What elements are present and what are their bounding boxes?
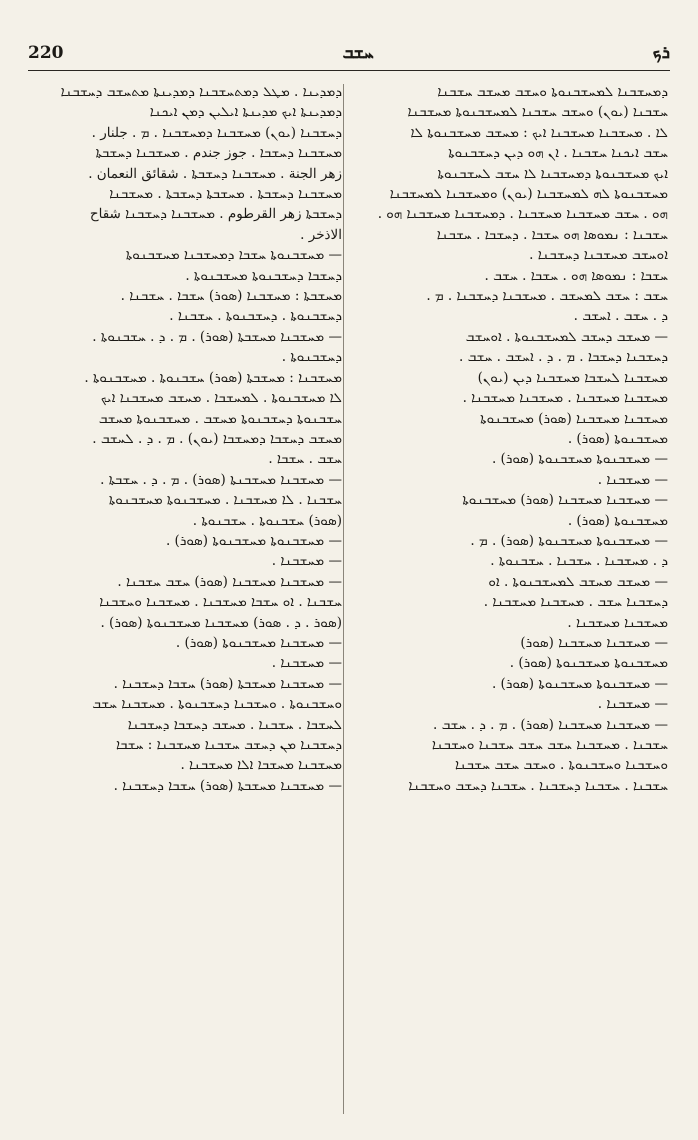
text-line: ܚܫܒܢܘܬܐ ܕܚܫܒܢܘܬܐ ܡܚܫܒ . ܡܚܫܒܢܘܬܐ ܡܚܫܒ bbox=[98, 410, 342, 427]
text-line: ܕܚܫܒܐ ܕܚܫܒܢܘܬܐ ܡܚܫܒܢܘܬܐ . bbox=[185, 267, 342, 284]
text-line: ܡܚܫܒܬܐ : ܡܚܫܒܢܐ (ܣܘܪ) ܚܫܒܐ . ܚܫܒܢܐ . bbox=[120, 288, 342, 305]
text-line: ܡܚܫܒܢܐ ܡܚܫܒܢܐ . ܡܚܫܒܢܐ ܡܚܫܒܢܐ . bbox=[462, 390, 668, 407]
text-line: ܕܚܫܒܬܐ زهر القرطوم . ܡܚܫܒܢܐ ܕܚܫܒܢܐ شقاح bbox=[89, 206, 342, 223]
text-line: — ܡܚܫܒܢܐ ܡܚܫܒܬܐ (ܣܘܪ) ܚܫܒܐ ܕܚܫܒܢܐ . bbox=[113, 777, 342, 794]
text-line: ܚܫܒܢܐ . ܐܘ ܚܫܒܐ ܡܚܫܒܢܐ . ܡܚܫܒܢܐ ܘܚܫܒܢܐ bbox=[99, 594, 342, 611]
text-line: — ܡܚܫܒܢܐ ܡܚܫܒܢܐ (ܣܘܪ) ܚܫܒ ܚܫܒܢܐ . bbox=[117, 573, 342, 590]
text-line: (ܣܘܪ . ܕ . ܣܘܪ) ܡܚܫܒܢܐ ܡܚܫܒܢܘܬܐ (ܣܘܪ) . bbox=[100, 614, 342, 631]
text-line: — ܡܚܫܒܢܐ ܡܚܫܒܬܐ (ܣܘܪ) ܚܫܒܐ ܕܚܫܒܢܐ . bbox=[113, 675, 342, 692]
text-line: — ܡܚܫܒܢܐ ܡܚܫܒܢܐ (ܣܘܪ) . ܡ . ܕ . ܚܫܒ . bbox=[432, 716, 668, 733]
page-number-left: 220 bbox=[28, 43, 64, 63]
text-line: زهر الجنة . ܡܚܫܒܢܐ ܕܚܫܒܬܐ . شقائق النعمان . bbox=[88, 165, 342, 182]
text-line: (ܣܘܪ) ܚܫܒܢܘܬܐ . ܚܫܒܢܘܬܐ . bbox=[192, 512, 342, 529]
text-line: ܐܘܚܫܒ ܡܚܫܒܢܐ ܕܚܫܒܢܐ . bbox=[529, 247, 668, 264]
text-line: ܚܫܒ : ܚܫܒ ܠܡܚܫܒ . ܡܚܫܒܢܐ ܕܚܫܒܢܐ . ܡ . bbox=[426, 288, 668, 305]
page-header bbox=[28, 38, 670, 68]
text-line: ܡܚܫܒܢܐ ܕܚܫܒܬܐ . ܡܚܫܒܬܐ ܕܚܫܒܬܐ . ܡܚܫܒܢܐ bbox=[109, 186, 342, 203]
text-line: ܡܚܫܒܢܐ ܡܚܫܒܢܐ . bbox=[567, 614, 668, 631]
text-line: ܠܐ . ܡܚܫܒܢܐ ܡܚܫܒܢܐ ܐܝܟ : ܡܚܫܒ ܡܚܫܒܢܘܬܐ ܠܐ bbox=[410, 124, 668, 141]
text-line: — ܡܚܫܒܢܐ ܡܚܫܒܢܐ (ܣܘܪ) ܡܚܫܒܢܘܬܐ bbox=[462, 492, 668, 509]
text-line: — ܡܚܫܒܢܐ ܡܚܫܒܢܬܐ (ܣܘܪ) . ܡ . ܕ . ܚܫܒܬܐ . bbox=[100, 471, 342, 488]
text-line: — ܡܚܫܒܢܘܬܐ ܡܚܫܒܢܘܬܐ (ܣܘܪ) . bbox=[165, 532, 342, 549]
text-line: — ܡܚܫܒܢܘܬܐ ܡܚܫܒܢܘܬܐ (ܣܘܪ) . ܡ . bbox=[470, 532, 668, 549]
right-column bbox=[356, 82, 668, 1120]
text-line: — ܡܚܫܒܢܐ . bbox=[271, 655, 342, 672]
text-line: — ܡܚܫܒܢܘܬܐ ܡܚܫܒܢܘܬܐ (ܣܘܪ) . bbox=[491, 675, 668, 692]
text-line: ܕܚܫܒܢܐ ܚܫܒ . ܡܚܫܒܢܐ ܡܚܫܒܢܐ . bbox=[483, 594, 668, 611]
text-line: ܚܫܒ ܐܝܟܢܐ ܚܫܒܢܐ . ܐܢ ܗܘ ܕܝܢ ܕܚܫܒܢܘܬܐ bbox=[448, 145, 668, 162]
header-rule bbox=[28, 70, 670, 71]
text-line: ܘܚܫܒܢܐ ܘܚܫܒܢܘܬܐ . ܘܚܫܒ ܚܫܒ ܚܫܒܢܐ bbox=[454, 757, 668, 774]
column-divider bbox=[343, 84, 344, 1114]
text-line: ܕܡܚܫܒܢܐ ܠܡܚܫܒܢܘܬܐ ܘܚܫܒ ܡܚܫܒ ܚܫܒܢܐ bbox=[437, 84, 668, 100]
text-line: — ܡܚܫܒ ܡܚܫܒ ܠܡܚܫܒܢܘܬܐ . ܐܘ bbox=[488, 573, 668, 590]
text-line: ܡܚܫܒ ܕܚܫܒܐ ܕܡܚܫܒܐ (ܝܘܢ) . ܡ . ܕ . ܠܚܫܒ . bbox=[92, 430, 342, 447]
page-number-right: ܪܟ bbox=[652, 43, 670, 63]
text-line: ܗܘ . ܚܫܒ ܡܚܫܒܢܐ ܡܚܫܒܢܐ . ܕܡܚܫܒܢܐ ܡܚܫܒܢܐ ܗܘ . bbox=[377, 206, 668, 223]
text-line: ܕܚܫܒܢܐ (ܝܘܢ) ܡܚܫܒܢܐ ܕܡܚܫܒܢܐ . ܡ . جلنار . bbox=[91, 124, 342, 141]
text-line: ܕ . ܡܚܫܒܢܐ . ܚܫܒܢܐ . ܚܫܒܢܘܬܐ . bbox=[490, 553, 668, 570]
text-line: ܕ . ܚܫܒ . ܐܚܫܒ . bbox=[573, 308, 668, 325]
text-line: ܡܚܫܒܢܘܬܐ ܡܚܫܒܢܘܬܐ (ܣܘܪ) . bbox=[509, 655, 668, 672]
text-line: ܐܝܟ ܡܚܫܒܢܘܬܐ ܕܡܚܫܒܢܐ ܠܐ ܚܫܒ ܠܚܫܒܢܘܬܐ bbox=[437, 165, 668, 182]
text-line: — ܡܚܫܒܢܐ . bbox=[597, 696, 668, 713]
text-line: — ܡܚܫܒܢܘܬܐ ܚܫܒܐ ܕܡܚܫܒܢܐ ܡܚܫܒܢܘܬܐ bbox=[125, 247, 342, 264]
text-line: ܡܚܫܒܢܘܬܐ (ܣܘܪ) . bbox=[567, 430, 668, 447]
text-line: ܚܫܒ . ܚܫܒܐ . bbox=[268, 451, 342, 468]
text-line: ܡܚܫܒܢܘܬܐ ܠܗ ܠܡܚܫܒܢܐ (ܝܘܢ) ܘܡܚܫܒܢܐ ܠܡܚܫܒܢܐ bbox=[389, 186, 668, 203]
text-line: — ܡܚܫܒܢܐ . bbox=[597, 471, 668, 488]
text-line: ܕܡܕܝܢܬܐ ܐܝܟ ܡܕܝܢܬܐ ܐܝܠܝܢ ܕܡܢ ܐܝܟܢܐ bbox=[149, 104, 342, 121]
left-column bbox=[30, 82, 342, 1120]
text-line: ܡܚܫܒܢܘܬܐ (ܣܘܪ) . bbox=[567, 512, 668, 529]
text-line: ܕܡܕܝܢܐ . ܡܛܠ ܕܡܬܚܫܒܢܐ ܕܡܕܝܢܬܐ ܡܬܚܫܒ ܕܚܫܒܢܐ bbox=[60, 84, 342, 100]
text-line: — ܡܚܫܒܢܐ . bbox=[271, 553, 342, 570]
text-line: — ܡܚܫܒܢܘܬܐ ܡܚܫܒܢܘܬܐ (ܣܘܪ) . bbox=[491, 451, 668, 468]
text-line: ܚܫܒܐ : ܢܡܘܣܐ ܗܘ . ܚܫܒܐ . ܚܫܒ . bbox=[484, 267, 668, 284]
text-line: ܚܫܒܢܐ . ܚܫܒܢܐ ܕܚܫܒܢܐ . ܚܫܒܢܐ ܕܚܫܒ ܘܚܫܒܢܐ bbox=[408, 777, 668, 794]
text-line: ܚܫܒܢܐ . ܡܚܫܒܢܐ ܚܫܒ ܚܫܒ ܚܫܒܢܐ ܘܚܫܒܢܐ bbox=[431, 737, 668, 753]
text-line: ܕܚܫܒܢܘܬܐ . bbox=[281, 349, 342, 366]
text-line: — ܡܚܫܒ ܕܚܫܒ ܠܡܚܫܒܢܘܬܐ . ܐܘܚܫܒ bbox=[465, 328, 668, 345]
text-line: ܡܚܫܒܢܐ ܠܚܫܒܐ ܡܚܫܒܢܐ ܕܝܢ (ܝܘܢ) bbox=[477, 369, 668, 386]
text-line: ܡܚܫܒܢܐ : ܡܚܫܒܬܐ (ܣܘܪ) ܚܫܒܢܘܬܐ . ܡܚܫܒܢܘܬܐ . bbox=[84, 369, 342, 386]
text-line: ܘܚܫܒܢܘܬܐ . ܘܚܫܒܢܐ ܕܚܫܒܢܘܬܐ . ܡܚܫܒܢܐ ܚܫܒ bbox=[92, 696, 342, 713]
text-line: ܡܚܫܒܢܐ ܕܚܫܒܐ . جوز جندم . ܡܚܫܒܢܐ ܕܚܫܒܬܐ bbox=[95, 145, 342, 162]
text-line: ܕܚܫܒܢܐ ܡܢ ܕܚܫܒ ܚܫܒܢܐ ܡܚܫܒܢܐ : ܚܫܒܐ bbox=[116, 737, 342, 753]
text-line: ܠܐ ܡܚܫܒܢܘܬܐ . ܠܡܚܫܒܐ . ܡܚܫܒ ܡܚܫܒܢܐ ܐܝܟ bbox=[100, 390, 342, 407]
text-line: ܠܚܫܒܐ . ܚܫܒܢܐ . ܡܚܫܒ ܕܚܫܒܐ ܕܚܫܒܢܐ bbox=[127, 716, 342, 733]
text-line: ܚܫܒܢܐ . ܠܐ ܡܚܫܒܢܐ . ܡܚܫܒܢܘܬܐ ܡܚܫܒܢܘܬܐ bbox=[108, 492, 342, 509]
text-line: الاذخر . bbox=[300, 226, 342, 243]
text-line: — ܡܚܫܒܢܐ ܡܚܫܒܬܐ (ܣܘܪ) . ܡ . ܕ . ܚܫܒܢܘܬܐ . bbox=[92, 328, 342, 345]
text-line: — ܡܚܫܒܢܐ ܡܚܫܒܢܘܬܐ (ܣܘܪ) . bbox=[175, 634, 342, 651]
text-line: ܕܚܫܒܢܐ ܕܚܫܒܐ . ܡ . ܕ . ܐܚܫܒ . ܚܫܒ . bbox=[459, 349, 668, 366]
text-line: ܚܫܒܢܐ : ܢܡܘܣܐ ܗܘ ܚܫܒܐ . ܕܚܫܒܐ . ܚܫܒܢܐ bbox=[436, 226, 668, 243]
text-line: ܡܚܫܒܢܐ ܡܚܫܒܢܐ (ܣܘܪ) ܡܚܫܒܢܘܬܐ bbox=[480, 410, 668, 427]
text-line: ܚܫܒܢܐ (ܝܘܢ) ܘܚܫܒ ܚܫܒܢܐ ܠܡܚܫܒܢܘܬܐ ܡܚܫܒܢܐ bbox=[407, 104, 668, 121]
text-line: ܕܚܫܒܢܘܬܐ . ܕܚܫܒܢܘܬܐ . ܚܫܒܢܐ . bbox=[169, 308, 342, 325]
running-title: ܚܫܒ bbox=[342, 43, 374, 63]
text-line: ܡܚܫܒܢܐ ܡܚܫܒܐ ܐܠܐ ܡܚܫܒܢܐ . bbox=[180, 757, 342, 774]
text-line: — ܡܚܫܒܢܐ ܡܚܫܒܢܐ (ܣܘܪ) bbox=[520, 634, 668, 651]
